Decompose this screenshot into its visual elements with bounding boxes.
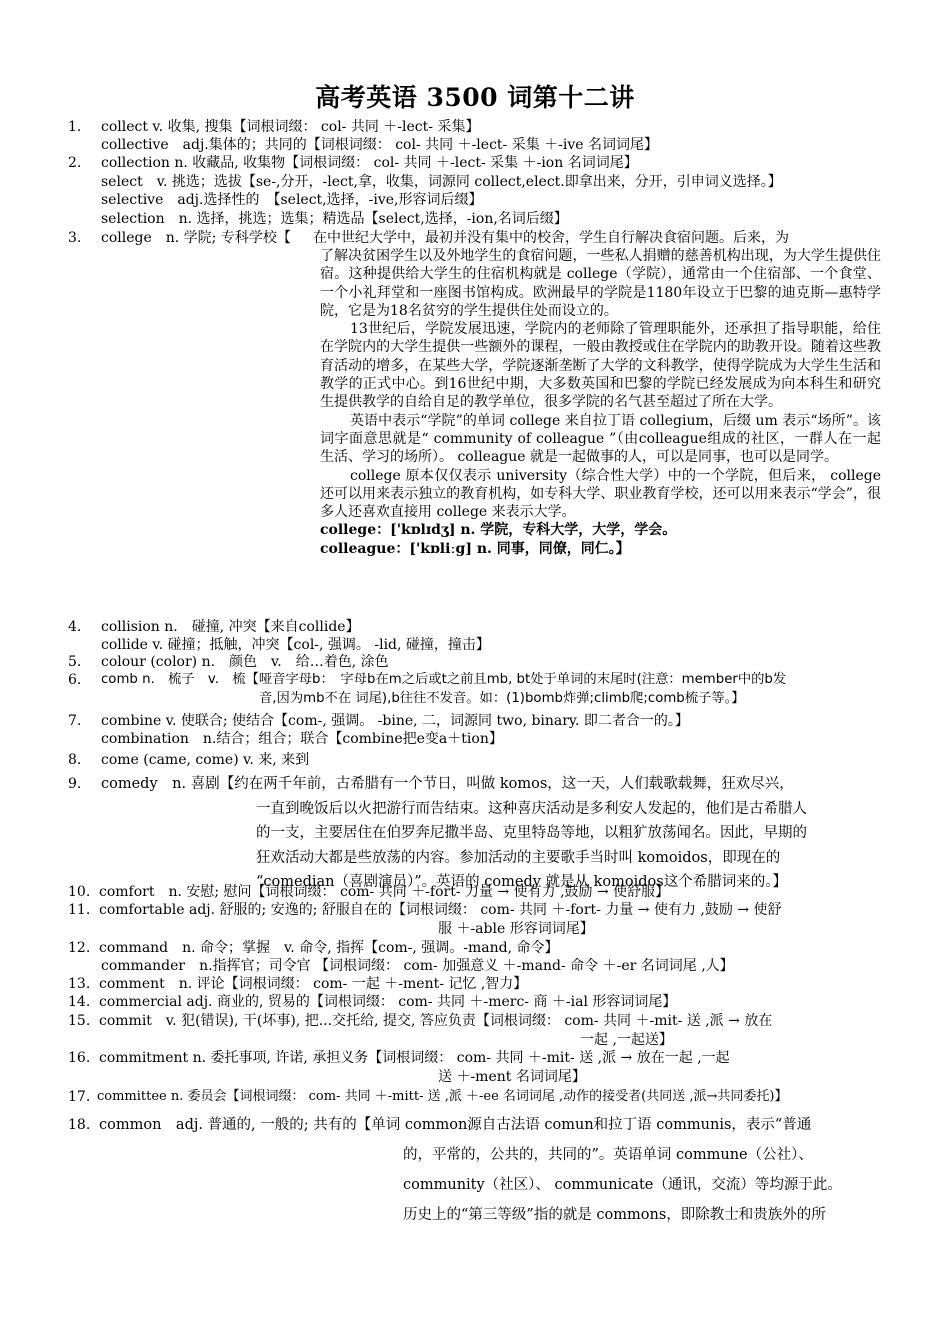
- entry-line: collision n. 碰撞, 冲突【来自collide】: [101, 619, 360, 635]
- entry-line: selective adj.选择性的 【select,选择，-ive,形容词后缀】: [101, 192, 483, 208]
- entry-line: commit v. 犯(错误), 干(坏事), 把...交托给, 提交, 答应负责【词根词缀： com- 共同 ＋-mit- 送 ,派 → 放在: [99, 1013, 773, 1029]
- entry-number: 18.: [68, 1117, 91, 1133]
- paragraph: college 原本仅仅表示 university（综合性大学）中的一个学院，但后来， college 还可以用来表示独立的教育机构，如专科大学、职业教育学校，还可以用来表示“学会”，很多人还喜欢直接用 college 来表示大学。: [320, 467, 881, 521]
- entry-line: 服 ＋-able 形容词词尾】: [438, 921, 594, 937]
- entry-line: 一直到晚饭后以火把游行而告结束。这种喜庆活动是多利安人发起的，他们是古希腊人: [256, 801, 807, 817]
- entry-line: combine v. 使联合; 使结合【com-, 强调。 -bine, 二，词源同 two, binary. 即二者合一的。】: [101, 713, 689, 729]
- entry-line: collect v. 收集, 搜集【词根词缀： col- 共同 ＋-lect- 采集】: [101, 119, 480, 135]
- entry-line: 一起 ,一起送】: [580, 1032, 673, 1048]
- entry-paragraph-block: [320, 247, 881, 558]
- entry-number: 9.: [68, 776, 82, 792]
- entry-line: common adj. 普通的, 一般的; 共有的【单词 common源自古法语 comun和拉丁语 communis，表示“普通: [99, 1117, 812, 1133]
- entry-line: 历史上的“第三等级”指的就是 commons，即除教士和贵族外的所: [403, 1207, 826, 1223]
- entry-line: comedy n. 喜剧【约在两千年前，古希腊有一个节日，叫做 komos，这一天，人们载歌载舞，狂欢尽兴，: [101, 776, 794, 792]
- entry-number: 8.: [68, 752, 82, 768]
- entry-line: community（社区）、 communicate（通讯，交流）等均源于此。: [403, 1177, 842, 1193]
- entry-number: 17.: [68, 1089, 91, 1105]
- entry-number: 13.: [68, 976, 91, 992]
- entry-number: 5.: [68, 654, 82, 670]
- page-title: 高考英语 3500 词第十二讲: [315, 83, 635, 112]
- entry-number: 10.: [68, 884, 91, 900]
- entry-line: select v. 挑选；选拔【se-,分开，-lect,拿，收集，词源同 collect,elect.即拿出来，分开，引申词义选择。】: [101, 174, 782, 190]
- entry-line: command n. 命令；掌握 v. 命令, 指挥【com-, 强调。-mand, 命令】: [99, 940, 559, 956]
- entry-number: 3.: [68, 230, 82, 246]
- entry-line: 送 ＋-ment 名词词尾】: [438, 1069, 586, 1085]
- entry-number: 1.: [68, 119, 82, 135]
- entry-number: 2.: [68, 155, 82, 171]
- entry-line: collective adj.集体的；共同的【词根词缀： col- 共同 ＋-lect- 采集 ＋-ive 名词词尾】: [101, 137, 659, 153]
- entry-number: 14.: [68, 994, 91, 1010]
- entry-line: comb n. 梳子 v. 梳【哑音字母b： 字母b在m之后或t之前且mb, bt处于单词的末尾时(注意：member中的b发: [101, 672, 787, 687]
- entry-line: 的一支，主要居住在伯罗奔尼撒半岛、克里特岛等地，以粗犷放荡闻名。因此，早期的: [256, 825, 807, 841]
- entry-number: 6.: [68, 672, 82, 688]
- entry-line: collection n. 收藏品, 收集物【词根词缀： col- 共同 ＋-lect- 采集 ＋-ion 名词词尾】: [101, 155, 638, 171]
- paragraph: 英语中表示“学院”的单词 college 来自拉丁语 collegium，后缀 um 表示“场所”。该词字面意思就是“ community of colleague ”（由colleague组成的社区，一群人在一起生活、学习的场所）。 colleague 就是一起做事的人，可以是同事，也可以是同学。: [320, 412, 881, 466]
- entry-line: comfortable adj. 舒服的; 安逸的; 舒服自在的【词根词缀： com- 共同 ＋-fort- 力量 → 使有力 ,鼓励 → 使舒: [99, 902, 782, 918]
- paragraph: college：['kɒlɪdʒ] n. 学院，专科大学，大学，学会。: [320, 522, 677, 539]
- entry-line: combination n.结合；组合；联合【combine把e变a＋tion】: [101, 731, 503, 747]
- entry-line: commander n.指挥官；司令官 【词根词缀： com- 加强意义 ＋-mand- 命令 ＋-er 名词词尾 ,人】: [101, 958, 734, 974]
- entry-line: comfort n. 安慰; 慰问【词根词缀： com- 共同 ＋-fort- 力量 → 使有力 ,鼓励 → 使舒服】: [99, 884, 670, 900]
- entry-number: 7.: [68, 713, 82, 729]
- entry-line: committee n. 委员会【词根词缀： com- 共同 ＋-mitt- 送 ,派 ＋-ee 名词词尾 ,动作的接受者(共同送 ,派→共同委托)】: [97, 1089, 788, 1104]
- entry-line: come (came, come) v. 来, 来到: [101, 752, 310, 768]
- entry-line: commercial adj. 商业的, 贸易的【词根词缀： com- 共同 ＋-merc- 商 ＋-ial 形容词词尾】: [99, 994, 677, 1010]
- entry-number: 15.: [68, 1013, 91, 1029]
- entry-line: selection n. 选择，挑选；选集；精选品【select,选择，-ion,名词后缀】: [101, 211, 568, 227]
- entry-line: 狂欢活动大都是些放荡的内容。参加活动的主要歌手当时叫 komoidos，即现在的: [256, 850, 781, 866]
- entry-line: commitment n. 委托事项, 许诺, 承担义务【词根词缀： com- 共同 ＋-mit- 送 ,派 → 放在一起 ,一起: [99, 1050, 730, 1066]
- entry-number: 12.: [68, 940, 91, 956]
- entry-line: comment n. 评论【词根词缀： com- 一起 ＋-ment- 记忆 ,智力】: [99, 976, 528, 992]
- paragraph: colleague：['kɒliːg] n. 同事，同僚，同仁。】: [320, 540, 630, 557]
- paragraph: 了解决贫困学生以及外地学生的食宿问题，一些私人捐赠的慈善机构出现，为大学生提供住宿。这种提供给大学生的住宿机构就是 college（学院），通常由一个住宿部、一个食堂、一个小礼拜堂和一座图书馆构成。欧洲最早的学院是1180年设立于巴黎的迪克斯—惠特学院，它是为18名贫穷的学生提供住处而设立的。: [320, 248, 881, 319]
- entry-number: 4.: [68, 619, 82, 635]
- entry-line: “comedian（喜剧演员）”。英语的 comedy 就是从 komoidos这个希腊词来的。】: [256, 874, 787, 890]
- entry-line: colour (color) n. 颜色 v. 给…着色, 涂色: [101, 654, 389, 670]
- paragraph: 13世纪后，学院发展迅速，学院内的老师除了管理职能外，还承担了指导职能，给住在学院内的大学生提供一些额外的课程，一般由教授或住在学院内的助教开设。随着这些教育活动的增多，在某些大学，学院逐渐垄断了大学的文科教学，使得学院成为大学生生活和教学的正式中心。到16世纪中期，大多数英国和巴黎的学院已经发展成为向本科生和研究生提供教学的自给自足的教学单位，很多学院的名气甚至超过了所在大学。: [320, 321, 881, 411]
- entry-number: 11.: [68, 902, 91, 918]
- entry-line: 的，平常的，公共的，共同的”。英语单词 commune（公社）、: [403, 1147, 813, 1163]
- entry-line: 音,因为mb不在 词尾),b往往不发音。如：(1)bomb炸弹;climb爬;comb梳子等。】: [259, 691, 745, 706]
- entry-line: collide v. 碰撞；抵触，冲突【col-, 强调。 -lid, 碰撞，撞击】: [101, 637, 490, 653]
- entry-number: 16.: [68, 1050, 91, 1066]
- entry-headword-line: college n. 学院; 专科学校【: [101, 230, 291, 246]
- entry-line: 在中世纪大学中，最初并没有集中的校舍，学生自行解决食宿问题。后来，为: [313, 230, 789, 246]
